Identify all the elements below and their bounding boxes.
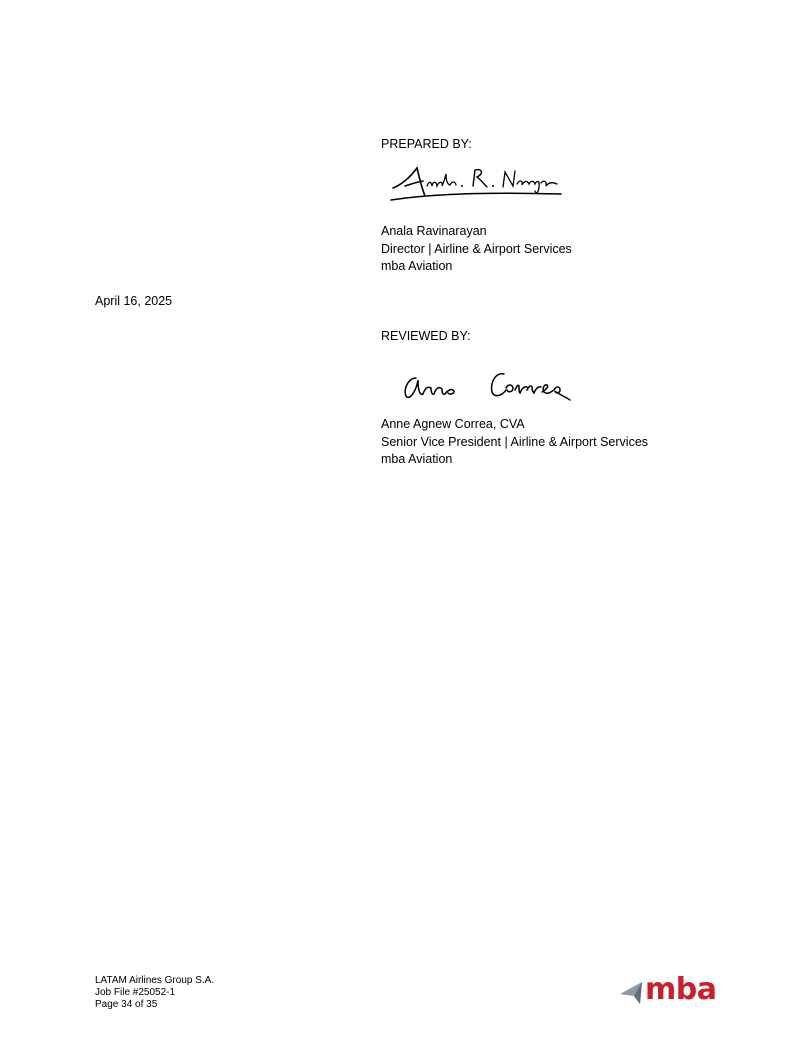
preparer-signature — [389, 164, 569, 210]
reviewer-name: Anne Agnew Correa, CVA — [381, 417, 525, 431]
footer-job-file: Job File #25052-1 — [95, 987, 176, 998]
mba-logo-wordmark: mba — [645, 972, 717, 1007]
page-footer — [95, 975, 214, 1011]
reviewer-signature — [400, 364, 590, 412]
report-date: April 16, 2025 — [95, 294, 173, 308]
footer-page-number: Page 34 of 35 — [95, 999, 158, 1010]
prepared-by-label: PREPARED BY: — [381, 137, 472, 151]
preparer-company: mba Aviation — [381, 259, 453, 273]
reviewed-by-label: REVIEWED BY: — [381, 329, 471, 343]
preparer-name: Anala Ravinarayan — [381, 224, 487, 238]
footer-client: LATAM Airlines Group S.A. — [95, 975, 215, 986]
reviewer-title: Senior Vice President | Airline & Airport Services — [381, 434, 649, 449]
reviewer-company: mba Aviation — [381, 452, 453, 466]
preparer-title: Director | Airline & Airport Services — [381, 241, 572, 256]
